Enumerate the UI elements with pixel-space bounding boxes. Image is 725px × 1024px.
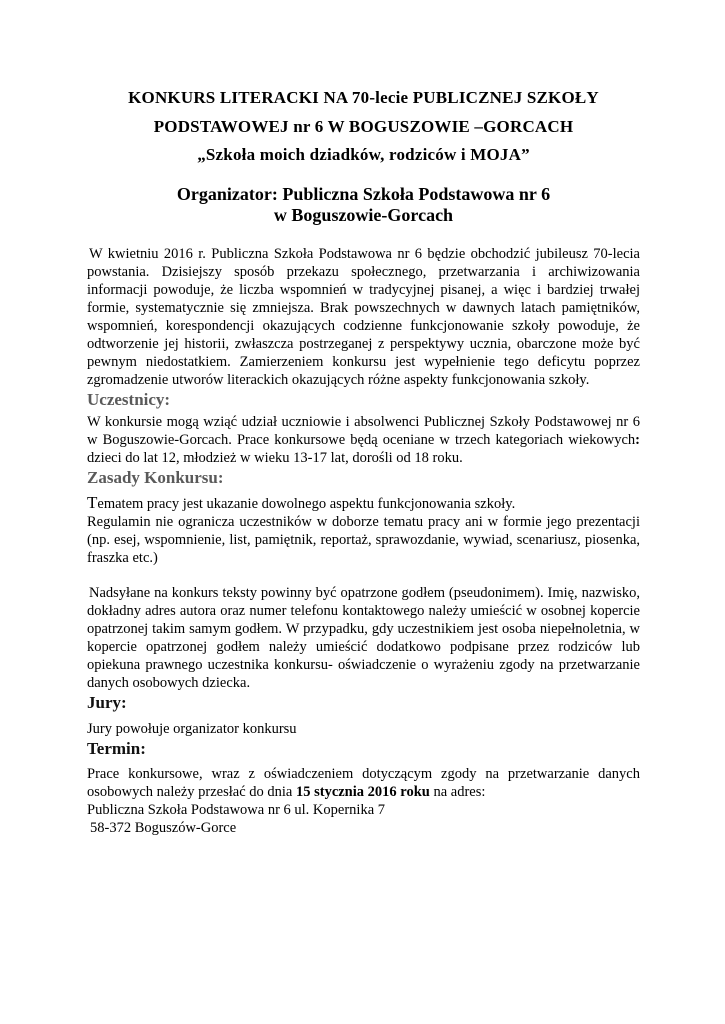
organizer-line-1: Organizator: Publiczna Szkoła Podstawowa nr 6 [176, 183, 551, 204]
title-line-3: „Szkoła moich dziadków, rodziców i MOJA” [197, 145, 530, 164]
rules-paragraph-2: Nadsyłane na konkurs teksty powinny być opatrzone godłem (pseudonimem). Imię, nazwisko, dokładny adres autora oraz numer telefonu kontaktowego należy umieścić w osobnej kopercie opatrzonej takim samym godłem. W przypadku, gdy uczestnikiem jest osoba niepełnoletnia, w kopercie opatrzonej godłem należy umieścić dodatkowo podpisane przez rodziców lub opiekuna prawnego uczestnika konkursu- oświadczenie o wyrażeniu zgody na przetwarzanie danych osobowych dziecka. [87, 584, 640, 691]
deadline-heading: Termin: [87, 738, 146, 758]
jury-paragraph: Jury powołuje organizator konkursu [87, 720, 297, 737]
title-line-2: PODSTAWOWEJ nr 6 W BOGUSZOWIE –GORCACH [153, 116, 574, 136]
rules-line-1 [87, 494, 640, 513]
intro-paragraph: W kwietniu 2016 r. Publiczna Szkoła Podstawowa nr 6 będzie obchodzić jubileusz 70-lecia powstania. Dzisiejszy sposób przekazu społecznego, przetwarzania i archiwizowania informacji powoduje, że liczba wspomnień w tradycyjnej pisanej, a więc i bardziej trwałej formie, systematycznie się zmniejsza. Brak powszechnych w dawnych latach pamiętników, wspomnień, korespondencji okazujących codzienne funkcjonowanie szkoły powoduje, że odtworzenie jej historii, zwłaszcza postrzeganej z perspektywy ucznia, obarczone może być pewnym niedostatkiem. Zamierzeniem konkursu jest wypełnienie tego deficytu poprzez zgromadzenie utworów literackich okazujących różne aspekty funkcjonowania szkoły. [87, 245, 640, 388]
rules-line-1-rest: ematem pracy jest ukazanie dowolnego aspektu funkcjonowania szkoły. [97, 495, 516, 512]
participants-paragraph [87, 413, 640, 467]
rules-paragraph-1-rest: Regulamin nie ogranicza uczestników w doborze tematu pracy ani w formie jego prezentacji (np. esej, wspomnienie, list, pamiętnik, reportaż, sprawozdanie, wywiad, scenariusz, piosenka, fraszka etc.) [87, 513, 640, 566]
participants-text-a: W konkursie mogą wziąć udział uczniowie i absolwenci Publicznej Szkoły Podstawowej nr 6 w Boguszowie-Gorcach. Prace konkursowe będą oceniane w trzech kategoriach wiekowych [87, 413, 640, 448]
document-title [87, 85, 640, 168]
document-page [87, 85, 640, 837]
deadline-paragraph [87, 765, 640, 801]
organizer-line-2: w Boguszowie-Gorcach [273, 204, 454, 225]
participants-heading: Uczestnicy: [87, 389, 171, 409]
organizer-block [87, 184, 640, 226]
title-line-1: KONKURS LITERACKI NA 70-lecie PUBLICZNEJ SZKOŁY [128, 88, 599, 107]
rules-heading: Zasady Konkursu: [87, 467, 224, 487]
rules-first-letter: T [87, 492, 98, 512]
deadline-date: 15 stycznia 2016 roku [295, 783, 430, 800]
participants-colon: : [635, 431, 640, 448]
deadline-text-b: na adres: [429, 783, 486, 800]
address-line-1: Publiczna Szkoła Podstawowa nr 6 ul. Kopernika 7 [87, 801, 386, 818]
participants-text-b: dzieci do lat 12, młodzież w wieku 13-17 lat, dorośli od 18 roku. [87, 449, 463, 466]
deadline-text-a: Prace konkursowe, wraz z oświadczeniem dotyczącym zgody na przetwarzanie danych osobowych należy przesłać do dnia [87, 765, 640, 800]
address-line-2: 58-372 Boguszów-Gorce [90, 819, 237, 836]
rules-paragraph-1 [87, 494, 640, 567]
jury-heading: Jury: [87, 692, 127, 712]
